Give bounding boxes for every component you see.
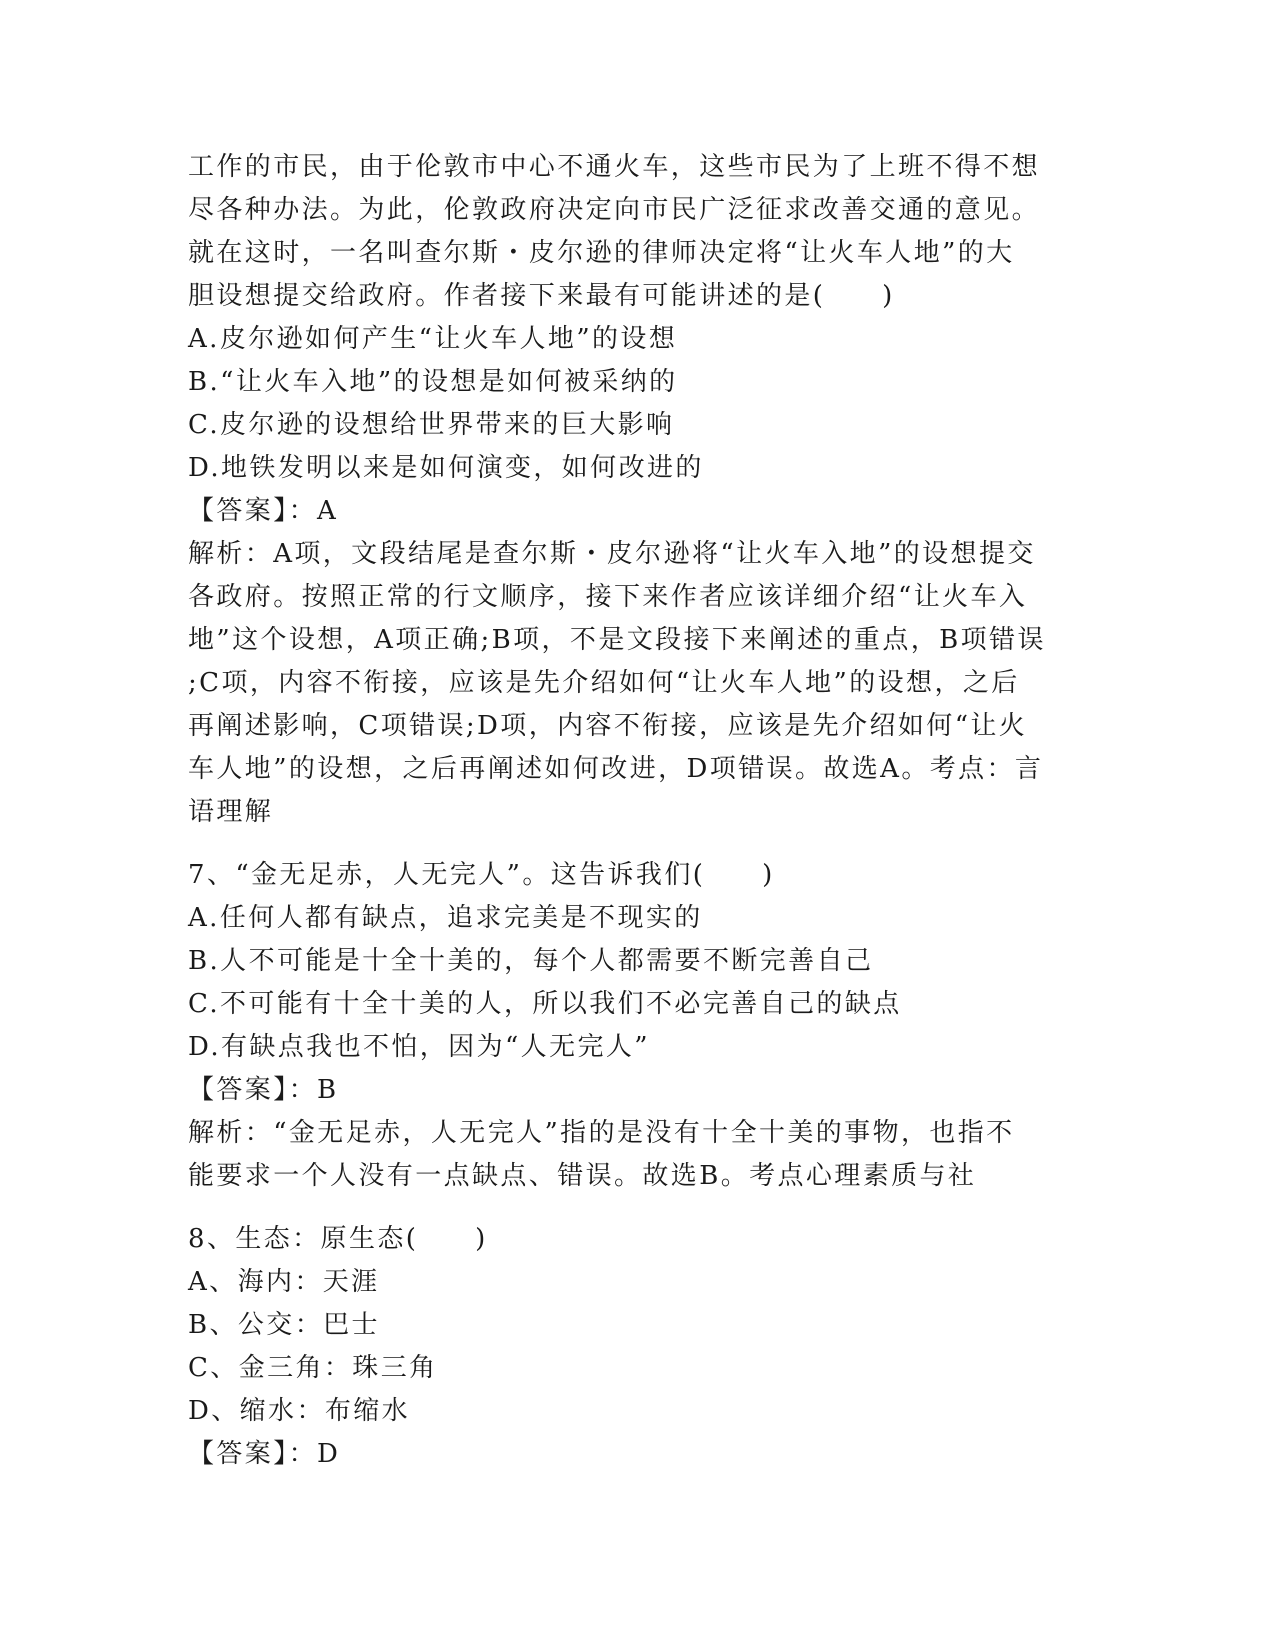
question-7 xyxy=(188,854,1088,1198)
q6-option-c: C.皮尔逊的设想给世界带来的巨大影响 xyxy=(188,410,675,440)
q8-answer: 【答案】：D xyxy=(188,1439,341,1469)
document-page xyxy=(188,146,1088,1476)
q8-option-d: D、缩水：布缩水 xyxy=(188,1396,411,1426)
q6-stem-line: 工作的市民，由于伦敦市中心不通火车，这些市民为了上班不得不想 xyxy=(188,152,1041,182)
q6-answer: 【答案】：A xyxy=(188,496,339,526)
q6-analysis-line: ;C项，内容不衔接，应该是先介绍如何“让火车人地”的设想，之后 xyxy=(188,668,1020,698)
q6-analysis-line: 语理解 xyxy=(188,797,274,827)
q7-option-c: C.不可能有十全十美的人，所以我们不必完善自己的缺点 xyxy=(188,989,902,1019)
q6-option-b: B.“让火车入地”的设想是如何被采纳的 xyxy=(188,367,678,397)
question-6 xyxy=(188,146,1088,834)
q6-analysis-line: 车人地”的设想，之后再阐述如何改进，D项错误。故选A。考点：言 xyxy=(188,754,1044,784)
q8-option-c: C、金三角：珠三角 xyxy=(188,1353,438,1383)
q8-stem: 8、生态：原生态( ) xyxy=(188,1224,488,1254)
q7-answer: 【答案】：B xyxy=(188,1075,339,1105)
q6-stem-line: 尽各种办法。为此，伦敦政府决定向市民广泛征求改善交通的意见。 xyxy=(188,195,1041,225)
q6-analysis-line: 再阐述影响，C项错误;D项，内容不衔接，应该是先介绍如何“让火 xyxy=(188,711,1028,741)
section-gap xyxy=(188,1198,1088,1218)
q7-option-d: D.有缺点我也不怕，因为“人无完人” xyxy=(188,1032,650,1062)
q6-stem-line: 胆设想提交给政府。作者接下来最有可能讲述的是( ) xyxy=(188,281,895,311)
q6-analysis-line: 各政府。按照正常的行文顺序，接下来作者应该详细介绍“让火车入 xyxy=(188,582,1028,612)
q6-stem-line: 就在这时，一名叫查尔斯・皮尔逊的律师决定将“让火车人地”的大 xyxy=(188,238,1015,268)
q8-option-b: B、公交：巴士 xyxy=(188,1310,380,1340)
q7-option-a: A.任何人都有缺点，追求完美是不现实的 xyxy=(188,903,703,933)
q7-option-b: B.人不可能是十全十美的，每个人都需要不断完善自己 xyxy=(188,946,874,976)
q8-option-a: A、海内：天涯 xyxy=(188,1267,380,1297)
q7-stem: 7、“金无足赤，人无完人”。这告诉我们( ) xyxy=(188,860,775,890)
q7-analysis-line: 能要求一个人没有一点缺点、错误。故选B。考点心理素质与社 xyxy=(188,1161,977,1191)
q6-option-a: A.皮尔逊如何产生“让火车人地”的设想 xyxy=(188,324,678,354)
q6-analysis-line: 地”这个设想，A项正确;B项，不是文段接下来阐述的重点，B项错误 xyxy=(188,625,1046,655)
q6-analysis-line: 解析：A项，文段结尾是查尔斯・皮尔逊将“让火车入地”的设想提交 xyxy=(188,539,1036,569)
q6-option-d: D.地铁发明以来是如何演变，如何改进的 xyxy=(188,453,704,483)
question-8 xyxy=(188,1218,1088,1476)
q7-analysis-line: 解析：“金无足赤，人无完人”指的是没有十全十美的事物，也指不 xyxy=(188,1118,1015,1148)
section-gap xyxy=(188,834,1088,854)
